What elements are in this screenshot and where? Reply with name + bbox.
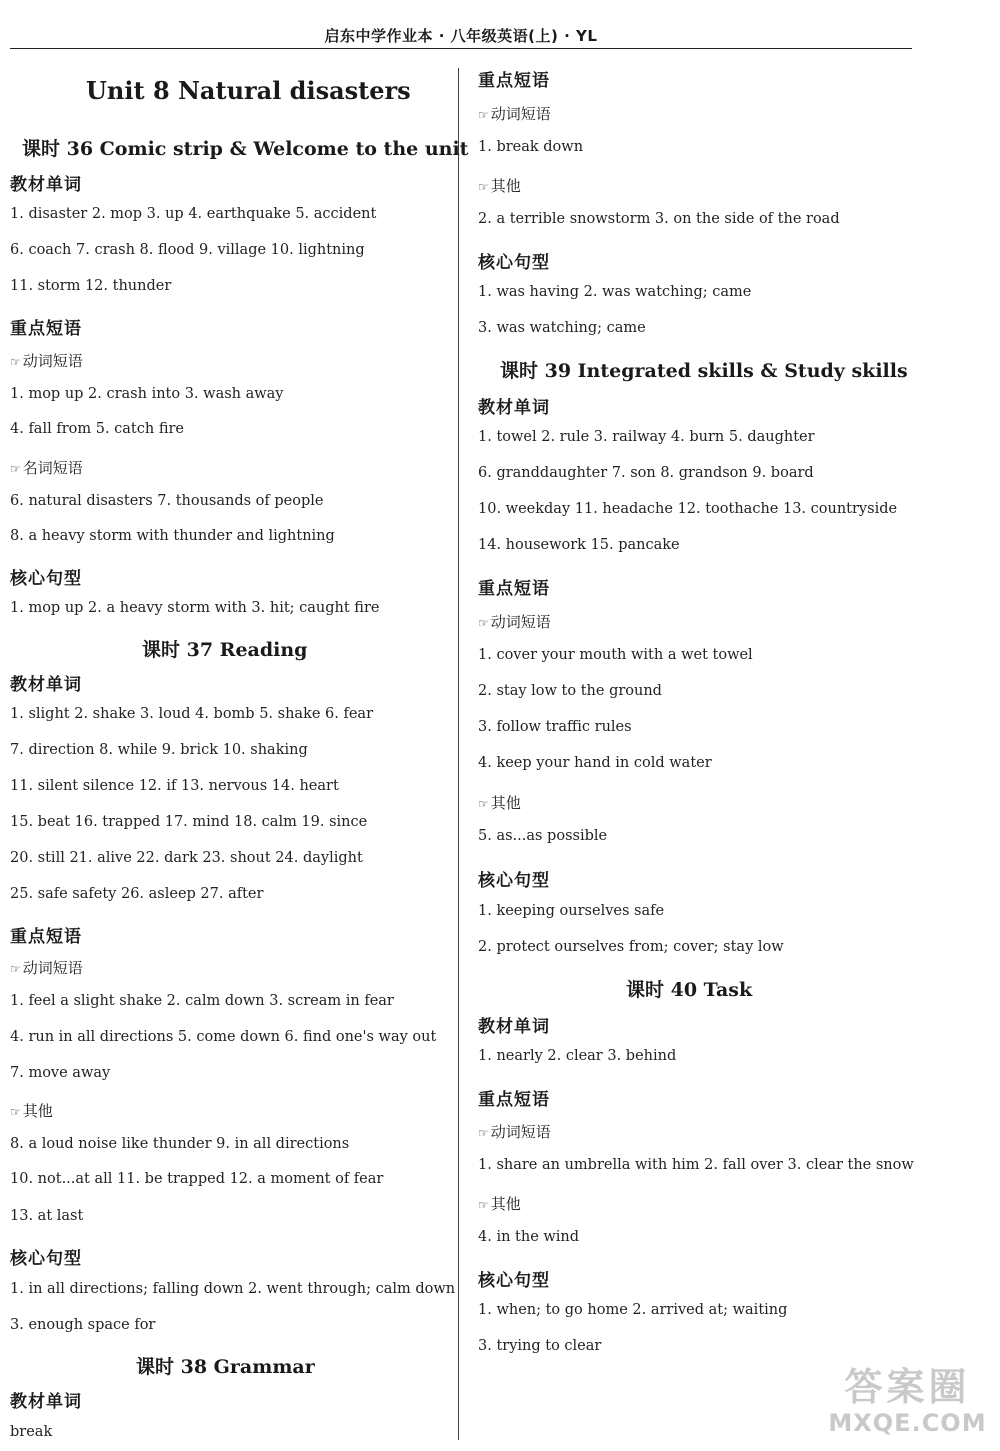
subsection-heading: ☞ 名词短语 [10,459,83,477]
answer-line: 1. in all directions; falling down 2. went through; calm down [10,1281,456,1297]
answer-line: 8. a loud noise like thunder 9. in all directions [10,1136,350,1152]
watermark-url: MXQE.COM [828,1409,987,1437]
section-heading: 重点短语 [478,71,550,91]
pointing-hand-icon: ☞ [10,1105,21,1119]
section-heading: 核心句型 [478,253,550,273]
answer-line: 1. share an umbrella with him 2. fall over 3. clear the snow [478,1157,914,1173]
subsection-heading: ☞ 动词短语 [478,105,551,123]
answer-line: 3. was watching; came [478,320,646,336]
pointing-hand-icon: ☞ [478,1126,489,1140]
watermark-text: 答案圈 [844,1365,971,1409]
section-heading: 教材单词 [478,1017,550,1037]
answer-line: 25. safe safety 26. asleep 27. after [10,886,264,902]
lesson-37-title: 课时 37 Reading [142,639,308,661]
section-heading: 教材单词 [478,398,550,418]
answer-line: 7. direction 8. while 9. brick 10. shaking [10,742,308,758]
section-heading: 教材单词 [10,175,82,195]
answer-line: break [10,1424,53,1440]
subsection-heading: ☞ 其他 [478,177,521,195]
lesson-40-title: 课时 40 Task [626,979,753,1001]
answer-line: 1. was having 2. was watching; came [478,284,752,300]
lesson-38-title: 课时 38 Grammar [136,1356,315,1378]
answer-line: 20. still 21. alive 22. dark 23. shout 24. daylight [10,850,363,866]
section-heading: 重点短语 [478,579,550,599]
answer-line: 8. a heavy storm with thunder and lightning [10,528,335,544]
answer-line: 1. feel a slight shake 2. calm down 3. scream in fear [10,993,394,1009]
column-divider [458,68,459,1440]
section-heading: 重点短语 [10,319,82,339]
section-heading: 核心句型 [478,871,550,891]
unit-title: Unit 8 Natural disasters [86,76,411,105]
section-heading: 重点短语 [478,1090,550,1110]
section-heading: 教材单词 [10,675,82,695]
section-heading: 核心句型 [10,1249,82,1269]
page-header: 启东中学作业本 · 八年级英语(上) · YL [10,26,912,49]
answer-line: 3. follow traffic rules [478,719,632,735]
answer-line: 6. coach 7. crash 8. flood 9. village 10. lightning [10,242,365,258]
answer-line: 1. nearly 2. clear 3. behind [478,1048,677,1064]
subsection-heading: ☞ 动词短语 [10,352,83,370]
answer-line: 7. move away [10,1065,111,1081]
answer-line: 4. run in all directions 5. come down 6. find one's way out [10,1029,437,1045]
answer-line: 6. natural disasters 7. thousands of people [10,493,324,509]
answer-line: 14. housework 15. pancake [478,537,680,553]
watermark-logo [820,1365,995,1447]
pointing-hand-icon: ☞ [478,1198,489,1212]
answer-line: 11. silent silence 12. if 13. nervous 14. heart [10,778,339,794]
answer-line: 2. protect ourselves from; cover; stay low [478,939,784,955]
answer-line: 2. a terrible snowstorm 3. on the side of the road [478,211,840,227]
answer-line: 1. mop up 2. a heavy storm with 3. hit; caught fire [10,600,380,616]
pointing-hand-icon: ☞ [10,962,21,976]
answer-line: 5. as...as possible [478,828,608,844]
section-heading: 核心句型 [478,1271,550,1291]
pointing-hand-icon: ☞ [478,180,489,194]
answer-line: 13. at last [10,1208,84,1224]
section-heading: 重点短语 [10,927,82,947]
subsection-heading: ☞ 动词短语 [10,959,83,977]
answer-line: 1. disaster 2. mop 3. up 4. earthquake 5. accident [10,206,377,222]
answer-line: 4. fall from 5. catch fire [10,421,185,437]
answer-line: 1. towel 2. rule 3. railway 4. burn 5. daughter [478,429,815,445]
answer-line: 6. granddaughter 7. son 8. grandson 9. board [478,465,814,481]
subsection-heading: ☞ 动词短语 [478,1123,551,1141]
answer-line: 4. keep your hand in cold water [478,755,712,771]
answer-line: 3. trying to clear [478,1338,602,1354]
pointing-hand-icon: ☞ [478,616,489,630]
pointing-hand-icon: ☞ [10,355,21,369]
answer-line: 1. keeping ourselves safe [478,903,665,919]
answer-line: 1. cover your mouth with a wet towel [478,647,753,663]
answer-line: 1. break down [478,139,584,155]
answer-line: 2. stay low to the ground [478,683,662,699]
section-heading: 教材单词 [10,1392,82,1412]
answer-line: 1. mop up 2. crash into 3. wash away [10,386,284,402]
lesson-36-title: 课时 36 Comic strip & Welcome to the unit [22,138,469,160]
answer-line: 1. slight 2. shake 3. loud 4. bomb 5. shake 6. fear [10,706,374,722]
subsection-heading: ☞ 其他 [478,794,521,812]
lesson-39-title: 课时 39 Integrated skills & Study skills [500,360,908,382]
answer-line: 11. storm 12. thunder [10,278,172,294]
pointing-hand-icon: ☞ [10,462,21,476]
pointing-hand-icon: ☞ [478,108,489,122]
section-heading: 核心句型 [10,569,82,589]
answer-line: 4. in the wind [478,1229,580,1245]
answer-line: 15. beat 16. trapped 17. mind 18. calm 19. since [10,814,368,830]
answer-line: 10. not...at all 11. be trapped 12. a moment of fear [10,1171,384,1187]
subsection-heading: ☞ 其他 [478,1195,521,1213]
answer-line: 1. when; to go home 2. arrived at; waiting [478,1302,788,1318]
pointing-hand-icon: ☞ [478,797,489,811]
subsection-heading: ☞ 其他 [10,1102,53,1120]
answer-line: 3. enough space for [10,1317,156,1333]
subsection-heading: ☞ 动词短语 [478,613,551,631]
answer-line: 10. weekday 11. headache 12. toothache 13. countryside [478,501,898,517]
